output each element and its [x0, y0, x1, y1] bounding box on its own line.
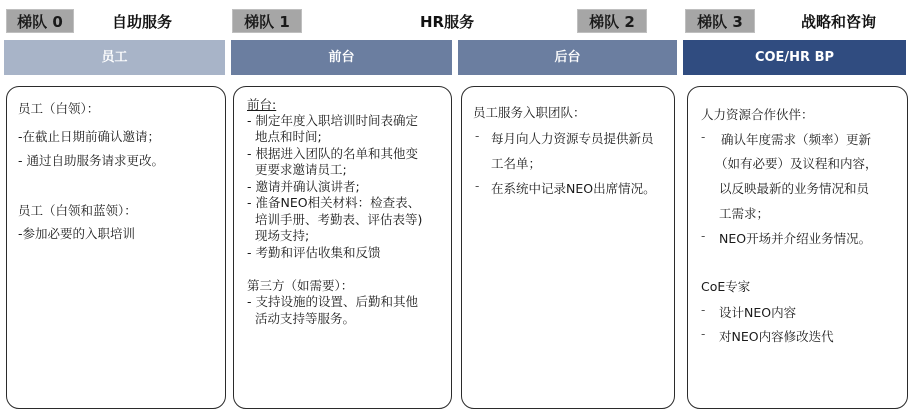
tier-1-label: 梯队 1 [232, 9, 302, 33]
band-back-office: 后台 [458, 40, 677, 75]
third-party-line: 活动支持等服务。 [247, 311, 355, 326]
front-desk-line: 地点和时间; [247, 129, 322, 144]
coe-expert-heading: CoE专家 [701, 279, 751, 294]
hr-service-title: HR服务 [420, 13, 475, 31]
employee-all-heading: 员工（白领和蓝领）： [18, 203, 137, 218]
back-office-line: 每月向人力资源专员提供新员 [491, 131, 654, 146]
front-desk-line: 现场支持; [247, 228, 310, 243]
front-desk-heading: 前台: [247, 97, 277, 112]
back-office-box [461, 86, 675, 409]
hr-partner-heading: 人力资源合作伙伴： [701, 107, 814, 122]
bullet-dash: - [701, 303, 706, 317]
hr-partner-line: 确认年度需求（频率）更新 [721, 132, 872, 147]
front-desk-line: - 准备NEO相关材料：检查表、 [247, 195, 421, 210]
back-office-heading: 员工服务入职团队： [473, 105, 586, 120]
hr-partner-line: 以反映最新的业务情况和员 [719, 181, 870, 196]
employee-item: -在截止日期前确认邀请； [18, 129, 161, 144]
bullet-dash: - [475, 179, 480, 193]
coe-hrbp-box [687, 86, 908, 409]
tier-0-label: 梯队 0 [6, 9, 74, 33]
band-coe-hrbp: COE/HR BP [683, 40, 906, 75]
coe-expert-item: 设计NEO内容 [719, 305, 797, 320]
front-desk-line: 更要求邀请员工; [247, 162, 347, 177]
back-office-line: 工名单； [491, 156, 542, 171]
band-front-desk: 前台 [231, 40, 452, 75]
strategy-title: 战略和咨询 [801, 13, 877, 31]
employee-item: -参加必要的入职培训 [18, 226, 136, 241]
employee-white-collar-heading: 员工（白领）： [18, 101, 100, 116]
front-desk-line: - 根据进入团队的名单和其他变 [247, 146, 418, 161]
back-office-line: 在系统中记录NEO出席情况。 [491, 181, 656, 196]
bullet-dash: - [701, 327, 706, 341]
employee-box [6, 86, 226, 409]
bullet-dash: - [701, 130, 706, 144]
hr-partner-line: 工需求； [719, 206, 770, 221]
front-desk-line: - 制定年度入职培训时间表确定 [247, 113, 418, 128]
band-employee: 员工 [4, 40, 225, 75]
third-party-heading: 第三方（如需要）： [247, 278, 354, 293]
third-party-line: - 支持设施的设置、后勤和其他 [247, 294, 418, 309]
employee-item: - 通过自助服务请求更改。 [18, 153, 164, 168]
front-desk-box [233, 86, 452, 409]
front-desk-line: - 邀请并确认演讲者; [247, 179, 360, 194]
front-desk-line: - 考勤和评估收集和反馈 [247, 245, 381, 260]
tier-2-label: 梯队 2 [577, 9, 647, 33]
hr-partner-line: （如有必要）及议程和内容， [715, 156, 878, 171]
front-desk-line: 培训手册、考勤表、评估表等) [247, 212, 423, 227]
hr-partner-line: NEO开场并介绍业务情况。 [719, 231, 872, 246]
bullet-dash: - [475, 129, 480, 143]
tier-3-label: 梯队 3 [685, 9, 755, 33]
self-service-title: 自助服务 [112, 13, 173, 31]
coe-expert-item: 对NEO内容修改迭代 [719, 329, 834, 344]
bullet-dash: - [701, 229, 706, 243]
